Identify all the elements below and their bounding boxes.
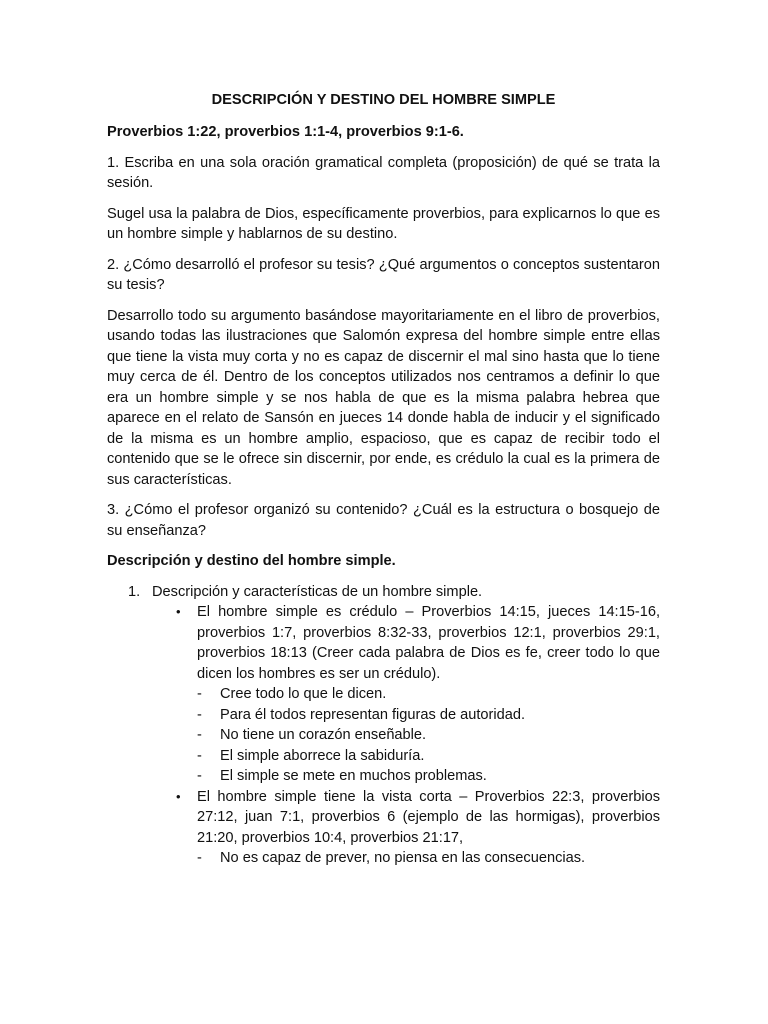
dash-text: El simple aborrece la sabiduría.	[220, 747, 425, 764]
question-3: 3. ¿Cómo el profesor organizó su contenido? ¿Cuál es la estructura o bosquejo de su enseñanza?	[107, 502, 660, 539]
question-1: 1. Escriba en una sola oración gramatical completa (proposición) de qué se trata la sesión.	[107, 154, 660, 191]
dash-item	[197, 746, 660, 767]
dash-text: No es capaz de prever, no piensa en las consecuencias.	[220, 850, 586, 866]
dash-text: El simple se mete en muchos problemas.	[220, 768, 487, 784]
outline-title: Descripción y destino del hombre simple.	[107, 553, 396, 569]
dash-item	[197, 848, 660, 869]
document-title: DESCRIPCIÓN Y DESTINO DEL HOMBRE SIMPLE	[211, 92, 556, 108]
outline-list	[107, 582, 660, 869]
bullet-text: El hombre simple es crédulo – Proverbios 14:15, jueces 14:15-16, proverbios 1:7, proverbios 8:32-33, proverbios 12:1, proverbios 29:1, proverbios 18:13 (Creer cada palabra de Dios es fe, creer todo lo que dicen los hombres es ser un crédulo).	[197, 604, 660, 682]
dash-list	[197, 848, 660, 869]
outline-item-number: 1.	[128, 583, 141, 600]
dash-text: Cree todo lo que le dicen.	[220, 686, 387, 702]
dash-icon: -	[197, 747, 202, 764]
outline-item-text: Descripción y características de un hombre simple.	[152, 583, 483, 600]
answer-1: Sugel usa la palabra de Dios, específicamente proverbios, para explicarnos lo que es un hombre simple y hablarnos de su destino.	[107, 205, 660, 242]
dash-item	[197, 684, 660, 705]
question-2: 2. ¿Cómo desarrolló el profesor su tesis? ¿Qué argumentos o conceptos sustentaron su tesis?	[107, 256, 660, 293]
outline-item-1	[128, 582, 660, 603]
bullet-list	[176, 602, 660, 869]
bullet-icon: •	[176, 604, 181, 619]
dash-item	[197, 705, 660, 726]
bullet-text: El hombre simple tiene la vista corta – Proverbios 22:3, proverbios 27:12, juan 7:1, proverbios 6 (ejemplo de las hormigas), proverbios 21:20, proverbios 10:4, proverbios 21:17,	[197, 788, 660, 846]
dash-icon: -	[197, 768, 202, 784]
dash-icon: -	[197, 727, 202, 743]
bullet-icon: •	[176, 788, 181, 804]
bullet-item-1	[176, 602, 660, 787]
dash-item	[197, 766, 660, 787]
bullet-item-2	[176, 787, 660, 869]
answer-2: Desarrollo todo su argumento basándose mayoritariamente en el libro de proverbios, usando todas las ilustraciones que Salomón expresa del hombre simple entre ellas que tiene la vista muy corta y no es capaz de discernir el mal sino hasta que lo tiene muy cerca de él. Dentro de los conceptos utilizados nos centramos a definir lo que era un hombre simple y se nos habla de que es la misma palabra hebrea que aparece en el relato de Sansón en jueces 14 donde habla de inducir y el significado de la misma es un hombre amplio, espacioso, que es capaz de recibir todo el contenido que se le ofrece sin discernir, por ende, es crédulo la cual es la primera de sus características.	[107, 307, 660, 488]
dash-icon: -	[197, 706, 202, 723]
document-page	[107, 90, 660, 869]
dash-text: No tiene un corazón enseñable.	[220, 727, 427, 743]
dash-list	[197, 684, 660, 787]
dash-text: Para él todos representan figuras de autoridad.	[220, 706, 526, 723]
dash-icon: -	[197, 686, 202, 702]
dash-item	[197, 725, 660, 746]
scripture-reference: Proverbios 1:22, proverbios 1:1-4, proverbios 9:1-6.	[107, 124, 464, 140]
dash-icon: -	[197, 850, 202, 866]
